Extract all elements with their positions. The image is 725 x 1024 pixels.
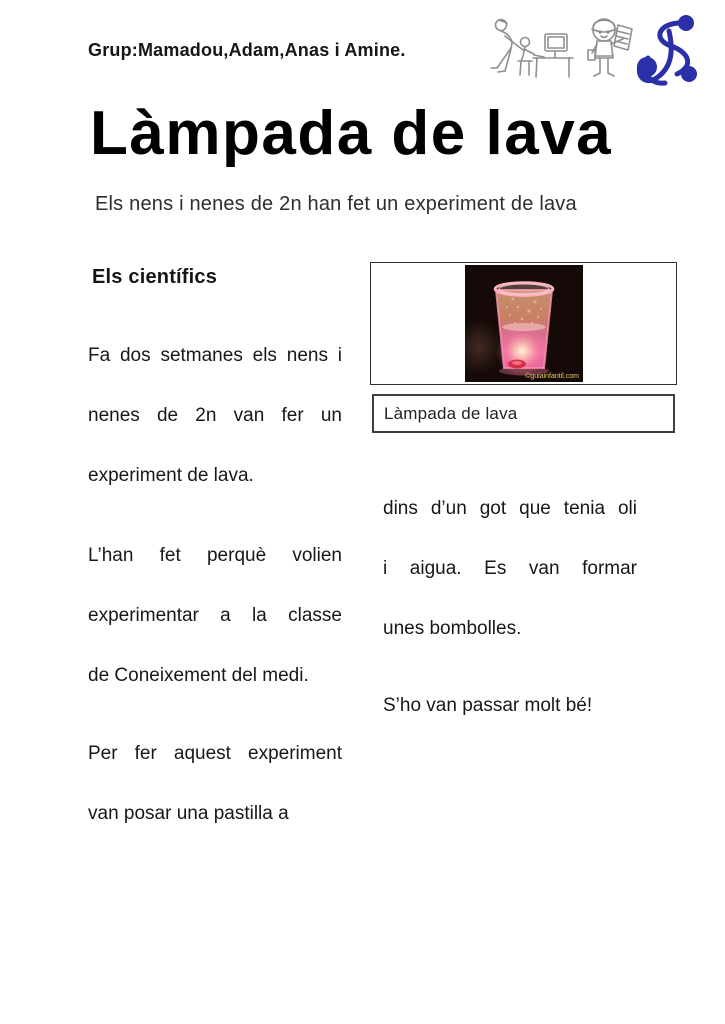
- page-subtitle: Els nens i nenes de 2n han fet un experiment de lava: [95, 193, 577, 215]
- kids-at-computer-clipart-icon: [487, 16, 575, 80]
- lava-lamp-photo: [465, 265, 583, 382]
- page-title: Làmpada de lava: [90, 99, 613, 168]
- figure-caption: Làmpada de lava: [384, 403, 518, 423]
- left-column-paragraph-3: [88, 724, 342, 844]
- text-line: experiment de lava.: [88, 465, 254, 486]
- text-line: i aigua. Es van formar: [383, 558, 637, 579]
- text-line: Per fer aquest experiment: [88, 743, 342, 764]
- text-line: nenes de 2n van fer un: [88, 405, 342, 426]
- text-line: van posar una pastilla a: [88, 803, 289, 824]
- right-column-paragraph-2: [383, 676, 637, 736]
- text-line: unes bombolles.: [383, 618, 522, 639]
- figure-caption-box: [372, 394, 675, 433]
- figure-frame: [370, 262, 677, 385]
- text-line: de Coneixement del medi.: [88, 665, 309, 686]
- left-column-paragraph-2: [88, 526, 342, 706]
- group-authors-line: Grup:Mamadou,Adam,Anas i Amine.: [88, 40, 406, 60]
- text-line: S’ho van passar molt bé!: [383, 695, 593, 716]
- kid-with-newspaper-clipart-icon: [580, 13, 635, 86]
- text-line: L’han fet perquè volien: [88, 545, 342, 566]
- text-line: Fa dos setmanes els nens i: [88, 345, 342, 366]
- photo-watermark: ©guiainfantil.com: [524, 373, 579, 380]
- text-line: experimentar a la classe: [88, 605, 342, 626]
- text-line: dins d’un got que tenia oli: [383, 498, 637, 519]
- section-heading: Els científics: [92, 266, 218, 288]
- left-column-paragraph-1: [88, 326, 342, 506]
- school-logo-icon: [633, 11, 703, 87]
- right-column-paragraph-1: [383, 479, 637, 659]
